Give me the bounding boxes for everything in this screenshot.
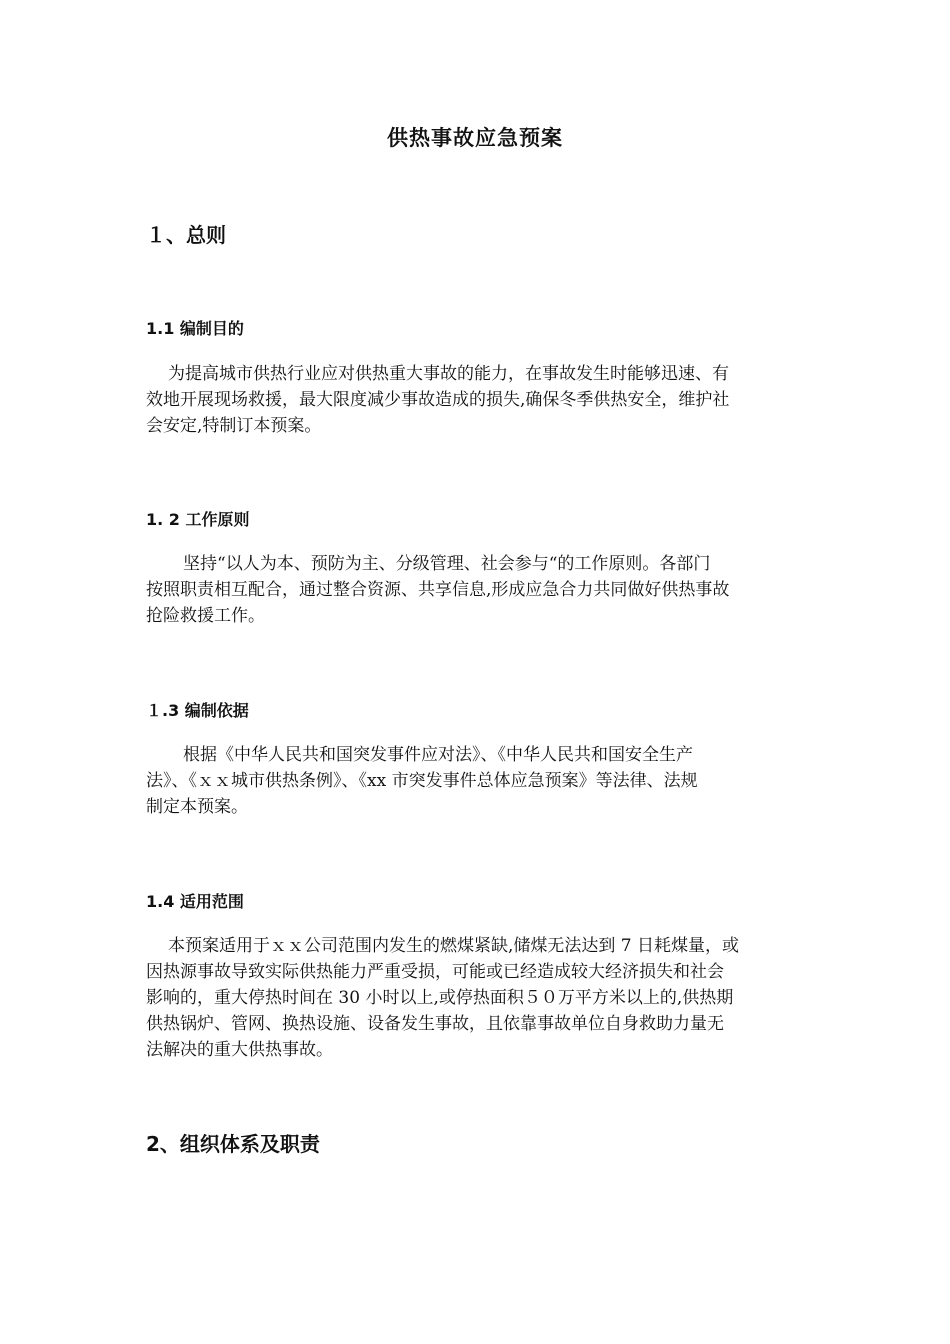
paragraph-line: 根据《中华人民共和国突发事件应对法》、《中华人民共和国安全生产 [183, 745, 693, 765]
subsection-1-3-heading: １.3 编制依据 [146, 701, 249, 720]
paragraph-line: 按照职责相互配合，通过整合资源、共享信息,形成应急合力共同做好供热事故 [146, 580, 730, 600]
paragraph-line: 因热源事故导致实际供热能力严重受损，可能或已经造成较大经济损失和社会 [146, 962, 724, 982]
paragraph-line: 本预案适用于ｘｘ公司范围内发生的燃煤紧缺,储煤无法达到 7 日耗煤量，或 [168, 936, 740, 956]
paragraph-line: 坚持“以人为本、预防为主、分级管理、社会参与“的工作原则。各部门 [183, 554, 711, 574]
paragraph-line: 为提高城市供热行业应对供热重大事故的能力，在事故发生时能够迅速、有 [168, 364, 729, 384]
paragraph-line: 影响的，重大停热时间在 30 小时以上,或停热面积５０万平方米以上的,供热期 [146, 988, 734, 1008]
paragraph-line: 效地开展现场救援，最大限度减少事故造成的损失,确保冬季供热安全，维护社 [146, 390, 730, 410]
subsection-1-4-heading: 1.4 适用范围 [146, 892, 244, 911]
subsection-1-1-heading: 1.1 编制目的 [146, 319, 244, 338]
subsection-1-2-paragraph [146, 551, 806, 629]
paragraph-line: 会安定,特制订本预案。 [146, 416, 322, 436]
subsection-1-1-paragraph [146, 361, 806, 439]
paragraph-line: 供热锅炉、管网、换热设施、设备发生事故，且依靠事故单位自身救助力量无 [146, 1014, 724, 1034]
subsection-1-4-paragraph [146, 933, 806, 1063]
paragraph-line: 法解决的重大供热事故。 [146, 1040, 333, 1060]
paragraph-line: 法》、《ｘｘ城市供热条例》、《xx 市突发事件总体应急预案》等法律、法规 [146, 771, 698, 791]
paragraph-line: 制定本预案。 [146, 797, 248, 817]
subsection-1-2-heading: 1. 2 工作原则 [146, 510, 250, 529]
section-2-heading: 2、组织体系及职责 [146, 1132, 320, 1156]
paragraph-line: 抢险救援工作。 [146, 606, 265, 626]
subsection-1-3-paragraph [146, 742, 806, 820]
document-title: 供热事故应急预案 [387, 126, 563, 150]
section-1-heading: １、总则 [146, 223, 226, 247]
